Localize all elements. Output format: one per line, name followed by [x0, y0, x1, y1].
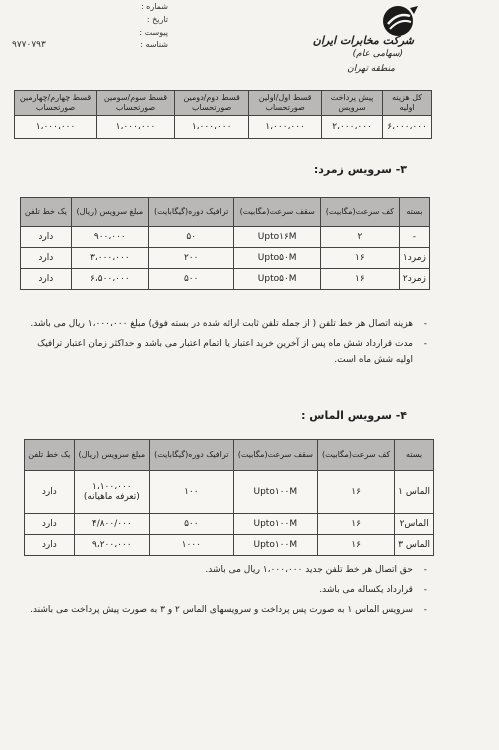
section-heading-almas: ۴- سرویس الماس :	[301, 409, 407, 422]
table-cell: Upto۱۰۰M	[233, 535, 317, 556]
table-cell: زمرد۲	[399, 269, 429, 290]
list-item: - هزینه اتصال هر خط تلفن ( از جمله تلفن ثابت ارائه شده در بسته فوق) مبلغ ۱،۰۰۰،۰۰۰ ریال می باشد.	[20, 316, 427, 332]
almas-notes	[20, 562, 427, 622]
table-cell: -	[399, 227, 429, 248]
zomorod-notes	[20, 316, 427, 372]
table-cell: ۱۶	[318, 514, 395, 535]
table-cell: Upto۱۰۰M	[233, 514, 317, 535]
table-header-row	[15, 91, 432, 116]
table-header-cell: قسط چهارم/چهارمین صورتحساب	[15, 91, 97, 116]
table-cell: ۹،۲۰۰،۰۰۰	[74, 535, 149, 556]
table-cell: ۱،۰۰۰،۰۰۰	[174, 116, 248, 139]
price-note: (تعرفه ماهیانه)	[83, 492, 140, 502]
table-header-cell: قسط سوم/سومین صورتحساب	[97, 91, 175, 116]
table-cell: ۵۰	[148, 227, 234, 248]
company-region: منطقه تهران	[347, 64, 395, 74]
field-date-label: تاریخ :	[146, 15, 168, 24]
table-header-cell: کف سرعت(مگابیت)	[318, 440, 395, 471]
table-cell: Upto۵۰M	[234, 248, 320, 269]
table-cell: ۱۰۰۰	[150, 535, 234, 556]
table-cell: الماس ۳	[395, 535, 434, 556]
table-cell: دارد	[21, 227, 72, 248]
table-cell: Upto۱۰۰M	[233, 471, 317, 514]
table-header-cell: سقف سرعت(مگابیت)	[234, 198, 320, 227]
table-row	[25, 514, 434, 535]
table-cell: ۱۰۰	[150, 471, 234, 514]
table-cell: دارد	[21, 248, 72, 269]
table-cell: الماس ۱	[395, 471, 434, 514]
company-type: (سهامی عام)	[352, 49, 403, 59]
table-cell: زمرد۱	[399, 248, 429, 269]
table-cell	[74, 471, 149, 514]
table-header-cell: ترافیک دوره(گیگابایت)	[150, 440, 234, 471]
table-header-cell: یک خط تلفن	[21, 198, 72, 227]
table-cell: ۲۰۰	[148, 248, 234, 269]
table-cell: ۲	[320, 227, 399, 248]
table-row	[15, 116, 432, 139]
installments-table	[14, 90, 432, 139]
table-cell: دارد	[25, 471, 75, 514]
table-cell: ۱،۰۰۰،۰۰۰	[15, 116, 97, 139]
table-cell: ۳،۰۰۰،۰۰۰	[71, 248, 148, 269]
field-id-label: شناسه :	[140, 40, 168, 49]
table-header-cell: سقف سرعت(مگابیت)	[233, 440, 317, 471]
zomorod-service-table	[20, 197, 430, 290]
table-header-cell: مبلغ سرویس (ریال)	[71, 198, 148, 227]
table-header-row	[21, 198, 430, 227]
table-row	[21, 269, 430, 290]
table-cell: دارد	[25, 535, 75, 556]
table-row	[25, 535, 434, 556]
table-header-cell: بسته	[399, 198, 429, 227]
document-number: ۹۷۷۰۷۹۳	[12, 40, 46, 50]
table-header-cell: پیش پرداخت سرویس	[321, 91, 382, 116]
table-header-cell: بسته	[395, 440, 434, 471]
table-cell: ۵۰۰	[148, 269, 234, 290]
table-cell: الماس۲	[395, 514, 434, 535]
list-item: - مدت قرارداد شش ماه پس از آخرین خرید اعتبار یا اتمام اعتبار می باشد و حداکثر زمان اعتبار ترافیک اولیه شش ماه است.	[20, 336, 427, 368]
table-row	[21, 248, 430, 269]
price-value: ۱،۱۰۰،۰۰۰	[91, 482, 132, 492]
table-cell: دارد	[21, 269, 72, 290]
table-cell: ۱۶	[318, 535, 395, 556]
table-cell: ۱۶	[318, 471, 395, 514]
table-header-row	[25, 440, 434, 471]
table-header-cell: قسط اول/اولین صورتحساب	[249, 91, 322, 116]
almas-service-table	[24, 439, 434, 556]
table-cell: ۱۶	[320, 248, 399, 269]
list-item: - قرارداد یکساله می باشد.	[20, 582, 427, 598]
field-attachment-label: پیوست :	[139, 28, 168, 37]
table-cell: ۱،۰۰۰،۰۰۰	[97, 116, 175, 139]
table-cell: ۶،۰۰۰،۰۰۰	[383, 116, 432, 139]
table-header-cell: کل هزینه اولیه	[383, 91, 432, 116]
table-cell: ۵۰۰	[150, 514, 234, 535]
section-heading-zomorod: ۳- سرویس زمرد:	[313, 163, 407, 176]
table-cell: ۱۶	[320, 269, 399, 290]
table-header-cell: یک خط تلفن	[25, 440, 75, 471]
table-cell: ۴/۸۰۰/۰۰۰	[74, 514, 149, 535]
list-item: - سرویس الماس ۱ به صورت پس پرداخت و سرویسهای الماس ۲ و ۳ به صورت پیش پرداخت می باشند.	[20, 602, 427, 618]
list-item: - حق اتصال هر خط تلفن جدید ۱،۰۰۰،۰۰۰ ریال می باشد.	[20, 562, 427, 578]
table-header-cell: مبلغ سرویس (ریال)	[74, 440, 149, 471]
table-header-cell: ترافیک دوره(گیگابایت)	[148, 198, 234, 227]
field-number-label: شماره :	[140, 2, 168, 11]
table-cell: Upto۵۰M	[234, 269, 320, 290]
table-cell: ۱،۰۰۰،۰۰۰	[249, 116, 322, 139]
table-row	[21, 227, 430, 248]
table-cell: ۲،۰۰۰،۰۰۰	[321, 116, 382, 139]
table-cell: ۶،۵۰۰،۰۰۰	[71, 269, 148, 290]
table-cell: دارد	[25, 514, 75, 535]
table-row	[25, 471, 434, 514]
table-header-cell: کف سرعت(مگابیت)	[320, 198, 399, 227]
table-cell: ۹۰۰،۰۰۰	[71, 227, 148, 248]
company-logo-icon	[380, 4, 420, 38]
table-cell: Upto۱۶M	[234, 227, 320, 248]
table-header-cell: قسط دوم/دومین صورتحساب	[174, 91, 248, 116]
company-name: شرکت مخابرات ایران	[312, 34, 414, 47]
